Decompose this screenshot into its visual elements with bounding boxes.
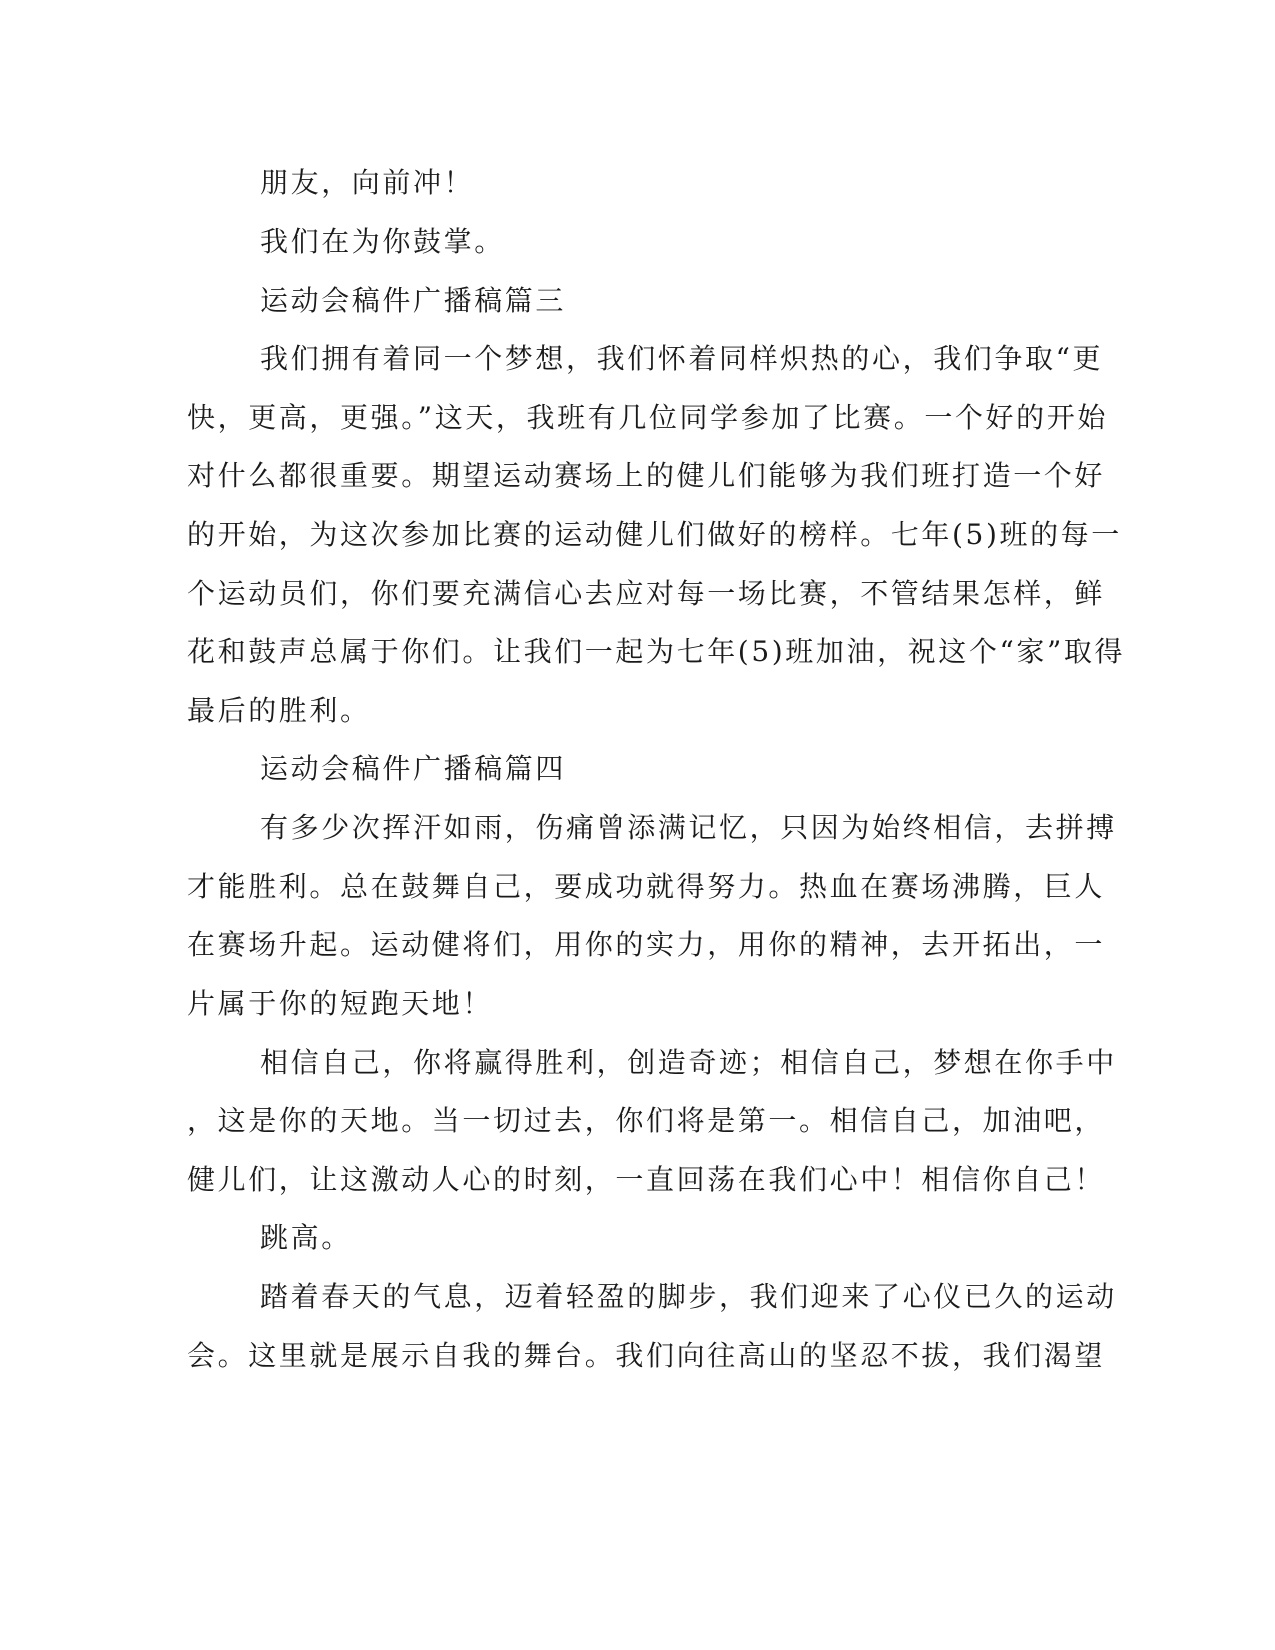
text-line: 跳高。 [260, 1221, 352, 1254]
text-line: 朋友，向前冲！ [260, 166, 475, 199]
section-heading: 运动会稿件广播稿篇四 [260, 752, 567, 785]
text-line: 有多少次挥汗如雨，伤痛曾添满记忆，只因为始终相信，去拼搏 [260, 811, 1117, 844]
text-line: 踏着春天的气息，迈着轻盈的脚步，我们迎来了心仪已久的运动 [260, 1280, 1117, 1313]
text-line: ，这是你的天地。当一切过去，你们将是第一。相信自己，加油吧， [187, 1104, 1106, 1137]
text-line: 会。这里就是展示自我的舞台。我们向往高山的坚忍不拔，我们渴望 [187, 1339, 1106, 1372]
text-line: 花和鼓声总属于你们。让我们一起为七年(5)班加油，祝这个“家”取得 [187, 635, 1126, 668]
text-line: 个运动员们，你们要充满信心去应对每一场比赛，不管结果怎样，鲜 [187, 577, 1106, 610]
section-heading: 运动会稿件广播稿篇三 [260, 284, 567, 317]
text-line: 健儿们，让这激动人心的时刻，一直回荡在我们心中！相信你自己！ [187, 1163, 1106, 1196]
text-line: 的开始，为这次参加比赛的运动健儿们做好的榜样。七年(5)班的每一 [187, 518, 1122, 551]
text-line: 相信自己，你将赢得胜利，创造奇迹；相信自己，梦想在你手中 [260, 1046, 1117, 1079]
text-line: 快，更高，更强。”这天，我班有几位同学参加了比赛。一个好的开始 [187, 401, 1108, 434]
text-line: 最后的胜利。 [187, 694, 371, 727]
text-line: 我们在为你鼓掌。 [260, 225, 505, 258]
text-line: 对什么都很重要。期望运动赛场上的健儿们能够为我们班打造一个好 [187, 459, 1106, 492]
text-line: 片属于你的短跑天地！ [187, 987, 494, 1020]
text-line: 在赛场升起。运动健将们，用你的实力，用你的精神，去开拓出，一 [187, 928, 1106, 961]
text-line: 我们拥有着同一个梦想，我们怀着同样炽热的心，我们争取“更 [260, 342, 1104, 375]
text-line: 才能胜利。总在鼓舞自己，要成功就得努力。热血在赛场沸腾，巨人 [187, 870, 1106, 903]
